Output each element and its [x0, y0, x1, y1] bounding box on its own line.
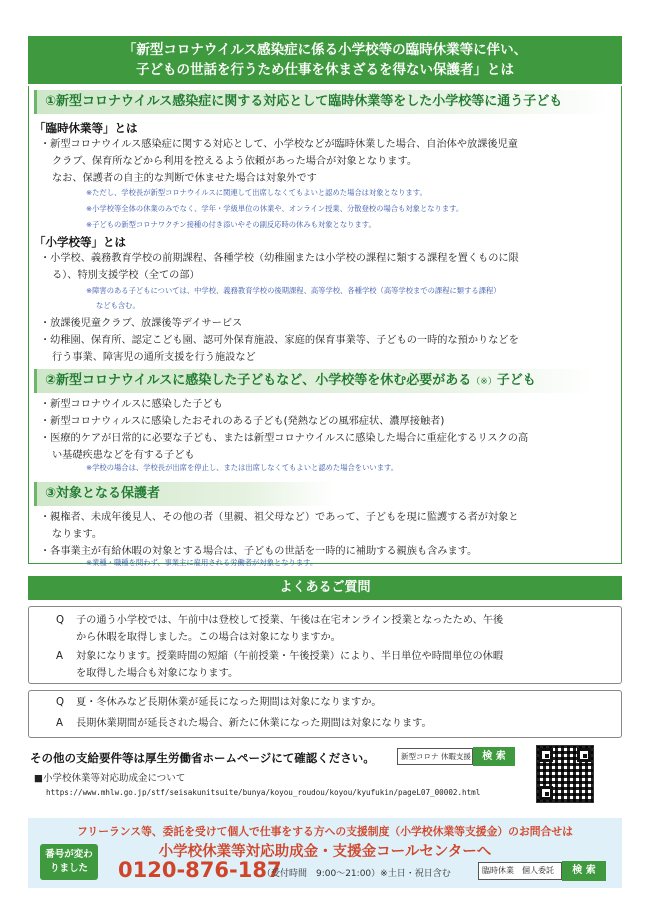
- school-line-1: ・小学校、義務教育学校の前期課程、各種学校（幼稚園または小学校の課程に類する課程を置くものに限: [40, 253, 519, 264]
- page-title-line2: 子どもの世話を行うため仕事を休まざるを得ない保護者」とは: [136, 62, 514, 78]
- faq1-a-letter: A: [56, 651, 63, 662]
- rinji-line-2: クラブ、保育所などから利用を控えるよう依頼があった場合が対象となります。: [52, 156, 418, 167]
- section3-heading: ③対象となる保護者: [34, 482, 334, 506]
- rinji-heading: 「臨時休業等」とは: [34, 121, 138, 135]
- subsidy-link-url[interactable]: https://www.mhlw.go.jp/stf/seisakunitsuite/bunya/koyou_roudou/koyou/kyufukin/pageL07_00002.html: [46, 788, 481, 797]
- page-title-banner: [28, 36, 622, 84]
- faq2-q-line-1: 夏・冬休みなど長期休業が延長になった期間は対象になりますか。: [76, 697, 382, 708]
- section2-line-1: ・新型コロナウイルスに感染した子ども: [40, 399, 223, 410]
- school-line-4: ・幼稚園、保育所、認定こども園、認可外保育施設、家庭的保育事業等、子どもの一時的な預かりなどを: [40, 335, 519, 346]
- faq1-a-line-1: 対象になります。授業時間の短縮（午前授業・午後授業）により、半日単位や時間単位の休暇: [76, 651, 504, 662]
- school-note-1: ※障害のある子どもについては、中学校、義務教育学校の後期課程、高等学校、各種学校（高等学校までの課程に類する課程）: [86, 286, 501, 295]
- number-changed-badge: [40, 844, 98, 880]
- section2-line-2: ・新型コロナウィルスに感染したおそれのある子ども(発熱などの風邪症状、濃厚接触者): [40, 416, 445, 427]
- school-line-3: ・放課後児童クラブ、放課後等デイサービス: [40, 318, 243, 329]
- school-line-5: 行う事業、障害児の通所支援を行う施設など: [52, 352, 256, 363]
- school-line-2: る）、特別支援学校（全ての部）: [52, 270, 200, 281]
- subsidy-link-label: ■小学校休業等対応助成金について: [34, 773, 186, 784]
- mhlw-search-button[interactable]: 検 索: [473, 747, 515, 766]
- number-changed-line1: 番号が変わ: [45, 849, 93, 860]
- faq1-q-line-1: 子の通う小学校では、午前中は登校して授業、午後は在宅オンライン授業となったため、午後: [76, 615, 504, 626]
- section3-line-3: ・各事業主が有給休暇の対象とする場合は、子どもの世話を一時的に補助する親族も含みます。: [40, 546, 478, 557]
- section3-line-2: なります。: [52, 529, 103, 540]
- faq1-q-letter: Q: [56, 615, 65, 626]
- rinji-note-3: ※子どもの新型コロナワクチン接種の付き添いやその副反応時の休みも対象となります。: [86, 220, 376, 229]
- call-search-button[interactable]: 検 索: [562, 861, 606, 881]
- section3-note: ※業種・職種を問わず、事業主に雇用される労働者が対象となります。: [86, 558, 318, 567]
- section2-heading-mark: （※）: [471, 377, 497, 387]
- call-center-name: 小学校休業等対応助成金・支援金コールセンターへ: [158, 844, 492, 860]
- call-search-input[interactable]: 臨時休業 個人委託: [478, 862, 562, 880]
- mhlw-search-input[interactable]: 新型コロナ 休暇支援: [397, 748, 473, 765]
- section2-line-3: ・医療的ケアが日常的に必要な子ども、または新型コロナウイルスに感染した場合に重症化するリスクの高: [40, 433, 529, 444]
- qr-corner-bl: [539, 786, 553, 800]
- rinji-note-2: ※小学校等全体の休業のみでなく、学年・学級単位の休業や、オンライン授業、分散登校の場合も対象となります。: [86, 204, 464, 213]
- call-center-hours: （受付時間 9:00～21:00）※土日・祝日含む: [262, 869, 451, 879]
- number-changed-line2: りました: [49, 863, 88, 874]
- faq2-a-letter: A: [56, 718, 63, 729]
- school-heading: 「小学校等」とは: [34, 235, 126, 249]
- rinji-note-1: ※ただし、学校長が新型コロナウイルスに関連して出席しなくてもよいと認めた場合は対象となります。: [86, 188, 427, 197]
- faq-heading: よくあるご質問: [28, 576, 622, 600]
- section2-heading-text: ②新型コロナウイルスに感染した子どもなど、小学校等を休む必要がある: [45, 373, 472, 388]
- section3-line-1: ・親権者、未成年後見人、その他の者（里親、祖父母など）であって、子どもを現に監護する者が対象と: [40, 512, 519, 523]
- rinji-line-1: ・新型コロナウイルス感染症に関する対応として、小学校などが臨時休業した場合、自治体や放課後児童: [40, 139, 518, 150]
- call-center-intro: フリーランス等、委託を受けて個人で仕事をする方への支援制度（小学校休業等支援金）のお問合せは: [77, 825, 573, 838]
- section2-line-4: い基礎疾患などを有する子ども: [52, 450, 195, 461]
- qr-corner-tr: [577, 748, 591, 762]
- school-note-2: なども含む。: [96, 301, 140, 310]
- call-center-phone[interactable]: 0120-876-187: [118, 858, 282, 882]
- faq1-q-line-2: から休暇を取得しました。この場合は対象になりますか。: [76, 632, 341, 643]
- section2-heading: [34, 369, 594, 393]
- call-center-box: [28, 818, 622, 888]
- qr-corner-tl: [539, 748, 553, 762]
- section1-heading: ①新型コロナウイルス感染症に関する対応として臨時休業等をした小学校等に通う子ども: [34, 90, 609, 114]
- faq2-q-letter: Q: [56, 697, 65, 708]
- section2-heading-tail: 子ども: [496, 373, 536, 388]
- rinji-line-3: なお、保護者の自主的な判断で休ませた場合は対象外です: [52, 173, 317, 184]
- qr-code-icon: [536, 745, 594, 803]
- faq2-a-line-1: 長期休業期間が延長された場合、新たに休業になった期間は対象になります。: [76, 718, 432, 729]
- section2-note: ※学校の場合は、学校長が出席を停止し、または出席しなくてもよいと認めた場合をいいます。: [86, 463, 398, 472]
- other-requirements-title: その他の支給要件等は厚生労働省ホームページにて確認ください。: [30, 751, 375, 765]
- page-title-line1: 「新型コロナウイルス感染症に係る小学校等の臨時休業等に伴い、: [122, 42, 528, 58]
- faq1-a-line-2: を取得した場合も対象になります。: [76, 668, 239, 679]
